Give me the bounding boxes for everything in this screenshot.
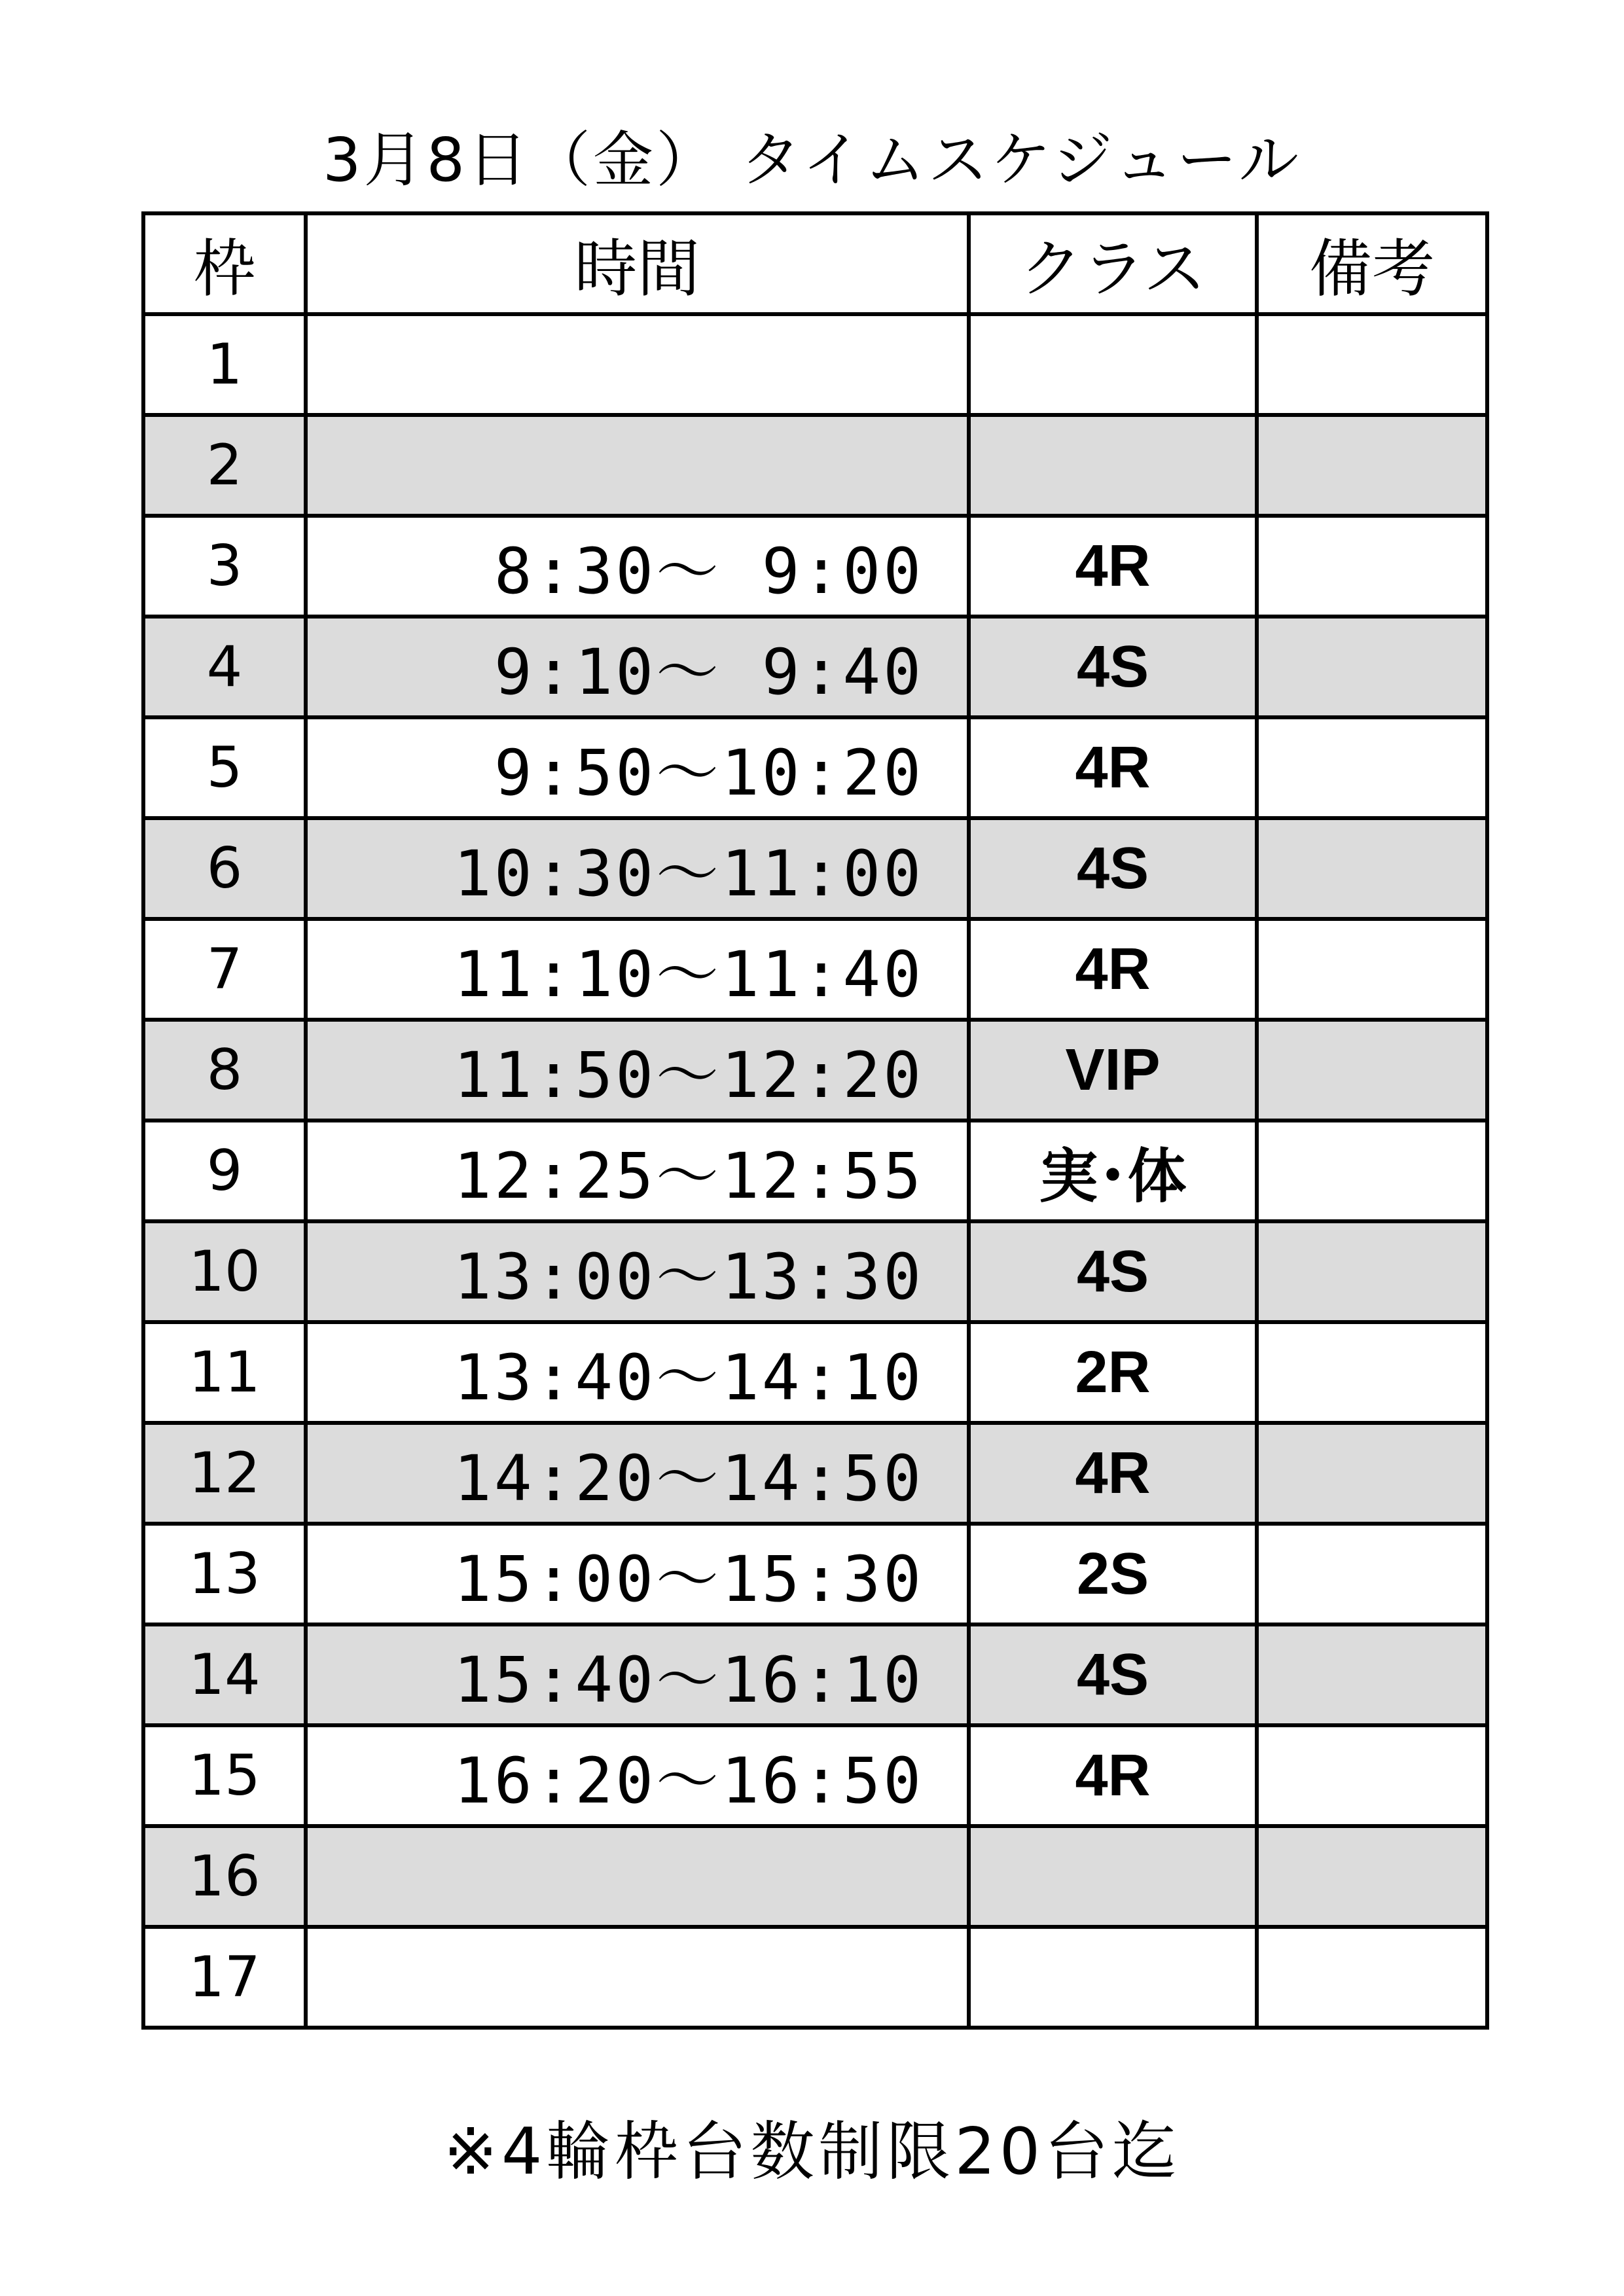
- row-note: [1257, 1020, 1487, 1121]
- row-class: 4S: [969, 818, 1257, 919]
- row-class: 2R: [969, 1322, 1257, 1423]
- header-class: クラス: [969, 213, 1257, 314]
- row-note: [1257, 415, 1487, 516]
- schedule-table: [141, 211, 1489, 2030]
- table-row: [143, 1927, 1487, 2028]
- row-time: 15:00～15:30: [306, 1524, 969, 1624]
- header-time: 時間: [306, 213, 969, 314]
- row-note: [1257, 1423, 1487, 1524]
- row-class: 4R: [969, 1725, 1257, 1826]
- row-class: [969, 314, 1257, 415]
- table-row: [143, 1624, 1487, 1725]
- row-frame-number: 4: [143, 617, 306, 717]
- table-row: [143, 717, 1487, 818]
- page-title: 3月8日（金） タイムスケジュール: [323, 125, 1301, 195]
- row-time: 9:50～10:20: [306, 717, 969, 818]
- row-class: [969, 1927, 1257, 2028]
- row-note: [1257, 1927, 1487, 2028]
- row-frame-number: 8: [143, 1020, 306, 1121]
- row-frame-number: 5: [143, 717, 306, 818]
- row-note: [1257, 617, 1487, 717]
- table-row: [143, 1725, 1487, 1826]
- row-class: VIP: [969, 1020, 1257, 1121]
- row-frame-number: 15: [143, 1725, 306, 1826]
- row-class: 実･体: [969, 1121, 1257, 1221]
- row-class: 4R: [969, 1423, 1257, 1524]
- table-row: [143, 1524, 1487, 1624]
- table-row: [143, 1221, 1487, 1322]
- row-class: 4R: [969, 717, 1257, 818]
- row-note: [1257, 717, 1487, 818]
- row-note: [1257, 1624, 1487, 1725]
- row-class: [969, 415, 1257, 516]
- row-time: [306, 1927, 969, 2028]
- row-time: 11:10～11:40: [306, 919, 969, 1020]
- row-time: 8:30～ 9:00: [306, 516, 969, 617]
- row-frame-number: 10: [143, 1221, 306, 1322]
- table-row: [143, 617, 1487, 717]
- row-time: 11:50～12:20: [306, 1020, 969, 1121]
- row-time: 12:25～12:55: [306, 1121, 969, 1221]
- row-note: [1257, 1121, 1487, 1221]
- row-class: 4S: [969, 617, 1257, 717]
- header-notes: 備考: [1257, 213, 1487, 314]
- row-frame-number: 7: [143, 919, 306, 1020]
- row-time: 14:20～14:50: [306, 1423, 969, 1524]
- row-note: [1257, 1826, 1487, 1927]
- table-row: [143, 1322, 1487, 1423]
- row-note: [1257, 818, 1487, 919]
- row-frame-number: 14: [143, 1624, 306, 1725]
- row-time: 10:30～11:00: [306, 818, 969, 919]
- row-time: 15:40～16:10: [306, 1624, 969, 1725]
- table-row: [143, 818, 1487, 919]
- footnote: ※4輪枠台数制限20台迄: [443, 2115, 1181, 2189]
- table-row: [143, 516, 1487, 617]
- row-frame-number: 16: [143, 1826, 306, 1927]
- schedule-body: [143, 314, 1487, 2028]
- row-time: 13:40～14:10: [306, 1322, 969, 1423]
- row-time: 16:20～16:50: [306, 1725, 969, 1826]
- row-class: [969, 1826, 1257, 1927]
- header-frame: 枠: [143, 213, 306, 314]
- row-time: [306, 415, 969, 516]
- row-frame-number: 11: [143, 1322, 306, 1423]
- table-row: [143, 314, 1487, 415]
- row-note: [1257, 1221, 1487, 1322]
- row-frame-number: 1: [143, 314, 306, 415]
- row-class: 4S: [969, 1624, 1257, 1725]
- row-note: [1257, 1322, 1487, 1423]
- row-class: 2S: [969, 1524, 1257, 1624]
- table-header-row: [143, 213, 1487, 314]
- row-frame-number: 6: [143, 818, 306, 919]
- row-note: [1257, 314, 1487, 415]
- row-note: [1257, 1725, 1487, 1826]
- table-row: [143, 1020, 1487, 1121]
- row-time: [306, 1826, 969, 1927]
- table-row: [143, 415, 1487, 516]
- row-frame-number: 2: [143, 415, 306, 516]
- table-row: [143, 1121, 1487, 1221]
- row-note: [1257, 516, 1487, 617]
- row-class: 4S: [969, 1221, 1257, 1322]
- row-frame-number: 9: [143, 1121, 306, 1221]
- table-row: [143, 1826, 1487, 1927]
- row-note: [1257, 1524, 1487, 1624]
- row-note: [1257, 919, 1487, 1020]
- table-row: [143, 1423, 1487, 1524]
- row-time: 9:10～ 9:40: [306, 617, 969, 717]
- row-class: 4R: [969, 919, 1257, 1020]
- row-time: [306, 314, 969, 415]
- row-time: 13:00～13:30: [306, 1221, 969, 1322]
- row-class: 4R: [969, 516, 1257, 617]
- row-frame-number: 17: [143, 1927, 306, 2028]
- table-row: [143, 919, 1487, 1020]
- row-frame-number: 13: [143, 1524, 306, 1624]
- row-frame-number: 3: [143, 516, 306, 617]
- row-frame-number: 12: [143, 1423, 306, 1524]
